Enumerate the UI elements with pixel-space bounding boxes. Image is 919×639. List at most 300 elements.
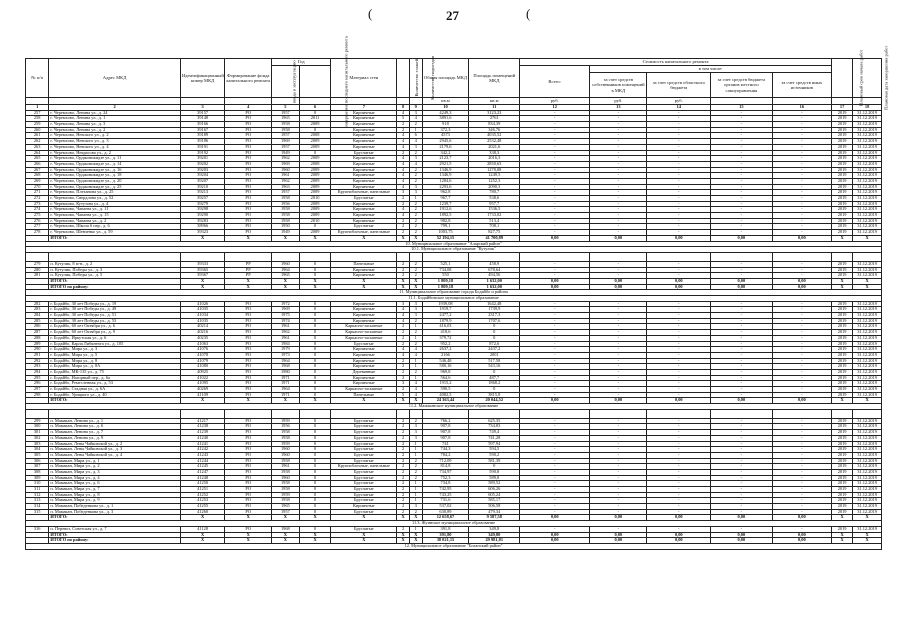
table-cell: 0 <box>299 509 331 515</box>
table-cell: 2921,5 <box>422 161 469 167</box>
table-cell: 418,6 <box>422 330 469 336</box>
table-cell: - <box>772 313 831 319</box>
table-cell: 2 <box>409 475 422 481</box>
table-cell: - <box>590 161 647 167</box>
table-cell: г. Черемхово, Чапаева ул., д. 2 <box>49 218 181 224</box>
table-cell: - <box>590 504 647 510</box>
table-cell: - <box>590 184 647 190</box>
table-cell: 0 <box>299 469 331 475</box>
table-cell: 284 <box>26 313 49 319</box>
table-cell: - <box>590 418 647 424</box>
table-cell: - <box>772 504 831 510</box>
table-cell: Крупноблочные, панельные <box>331 464 397 470</box>
table-cell: - <box>590 487 647 493</box>
table-cell: 2 <box>397 196 410 202</box>
table-cell: 31.12.2019 <box>853 213 882 219</box>
table-cell: Кирпичные <box>331 178 397 184</box>
table-cell: - <box>647 230 711 236</box>
table-cell: - <box>647 509 711 515</box>
table-cell: 0 <box>299 387 331 393</box>
table-cell: п. Мамакан, Лены Чайковской ул., д. 3 <box>49 447 181 453</box>
table-cell: 3 <box>409 110 422 116</box>
table-cell: 2008 <box>299 133 331 139</box>
table-cell: 3 <box>409 504 422 510</box>
table-cell: 41243 <box>180 452 225 458</box>
table-cell: 2293,6 <box>422 184 469 190</box>
table-cell: - <box>590 387 647 393</box>
table-cell: - <box>711 392 773 398</box>
table-cell: 589,8 <box>469 475 520 481</box>
table-cell: - <box>772 167 831 173</box>
table-cell: 2019 <box>832 330 853 336</box>
table-cell: 2019 <box>832 196 853 202</box>
table-cell: - <box>647 261 711 267</box>
table-cell: Кирпичные <box>331 364 397 370</box>
table-cell: 2 <box>409 122 422 128</box>
table-cell: - <box>772 273 831 279</box>
table-cell: 1961 <box>272 173 300 179</box>
table-cell: РО <box>225 526 272 532</box>
table-cell: 2 <box>397 324 410 330</box>
table-cell: 2021,6 <box>469 144 520 150</box>
table-cell: 391,8 <box>422 526 469 532</box>
table-cell: - <box>520 418 590 424</box>
table-cell: 590,2 <box>469 452 520 458</box>
table-cell: 734,97 <box>422 469 469 475</box>
table-cell: 0 <box>299 392 331 398</box>
table-cell: 741 <box>422 441 469 447</box>
table-cell: 2019 <box>832 469 853 475</box>
table-cell: - <box>520 139 590 145</box>
table-cell: Каркасно-засыпные <box>331 387 397 393</box>
table-cell: 2 <box>409 218 422 224</box>
table-cell: 31.12.2019 <box>853 447 882 453</box>
table-cell: - <box>772 341 831 347</box>
total-cell: X <box>397 538 410 544</box>
table-cell: 272 <box>26 196 49 202</box>
table-cell: 41255 <box>180 504 225 510</box>
table-cell: 2019 <box>832 475 853 481</box>
table-cell: 2019 <box>832 358 853 364</box>
table-cell: 2019 <box>832 178 853 184</box>
table-cell: 416,03 <box>422 324 469 330</box>
table-cell: 1957 <box>272 509 300 515</box>
total-cell: 0,00 <box>520 538 590 544</box>
table-cell: г. Черемхово, Свердлова ул., д. 52 <box>49 196 181 202</box>
table-cell: 2019 <box>832 273 853 279</box>
table-cell: 590,5 <box>422 387 469 393</box>
table-cell: 39192 <box>180 150 225 156</box>
table-cell: - <box>647 481 711 487</box>
table-cell: 266 <box>26 161 49 167</box>
table-cell: 31.12.2019 <box>853 324 882 330</box>
table-cell: 39189 <box>180 133 225 139</box>
table-cell: 31.12.2019 <box>853 375 882 381</box>
table-cell: 744,3 <box>422 447 469 453</box>
table-cell: РО <box>225 184 272 190</box>
table-cell: Каркасно-засыпные <box>331 330 397 336</box>
table-cell: РО <box>225 435 272 441</box>
table-cell: 291 <box>26 352 49 358</box>
table-cell: Кирпичные <box>331 139 397 145</box>
table-cell: - <box>590 122 647 128</box>
total-cell: X <box>832 235 853 241</box>
table-cell: 289 <box>26 341 49 347</box>
header-plan-start: Плановый срок начала работ <box>832 59 853 98</box>
unit-cell: руб. <box>590 98 647 105</box>
table-cell: - <box>590 430 647 436</box>
table-cell: 2 <box>409 509 422 515</box>
table-cell: г. Черемхово, Шевченко ул., д. 59 <box>49 230 181 236</box>
table-cell: - <box>711 313 773 319</box>
table-cell: 1949 <box>272 230 300 236</box>
total-cell: 0,00 <box>590 284 647 290</box>
table-cell: 338,3 <box>469 150 520 156</box>
table-cell: - <box>711 307 773 313</box>
table-cell: 606,26 <box>469 487 520 493</box>
table-cell: - <box>590 324 647 330</box>
table-cell: 0 <box>299 458 331 464</box>
table-cell: 1958 <box>272 498 300 504</box>
table-cell: 3 <box>409 190 422 196</box>
spacer-cell <box>225 409 272 418</box>
total-cell: X <box>331 278 397 284</box>
table-cell: 0 <box>299 487 331 493</box>
table-cell: 38966 <box>180 224 225 230</box>
table-cell: 0 <box>299 335 331 341</box>
table-cell: - <box>590 261 647 267</box>
table-cell: - <box>520 307 590 313</box>
repair-register-table <box>25 36 889 550</box>
table-cell: 1 <box>409 358 422 364</box>
table-cell: 315 <box>26 509 49 515</box>
table-cell: 678,64 <box>469 267 520 273</box>
table-cell: 513,4 <box>469 218 520 224</box>
table-cell: - <box>647 324 711 330</box>
table-cell: - <box>647 441 711 447</box>
table-cell: Кирпичные <box>331 267 397 273</box>
table-cell: п. Мамакан, Мира ул., д. 9 <box>49 498 181 504</box>
table-cell: - <box>772 509 831 515</box>
table-cell: г. Бодайбо, 30 лет Победы ул., д. 49 <box>49 307 181 313</box>
table-cell: 4 <box>397 352 410 358</box>
table-cell: - <box>772 122 831 128</box>
table-cell: 2019 <box>832 430 853 436</box>
table-cell: г. Черемхово, Некрасова ул., д. 2 <box>49 150 181 156</box>
header-cost: Стоимость капитального ремонта <box>520 59 832 66</box>
table-cell: 2637,2 <box>422 347 469 353</box>
table-cell: Каркасно-засыпные <box>331 324 397 330</box>
table-cell: 1964 <box>272 267 300 273</box>
table-cell: 742,95 <box>422 487 469 493</box>
table-cell: 1284,6 <box>422 178 469 184</box>
total-cell: 0,00 <box>647 235 711 241</box>
table-cell: г. Бодайбо, Стадная ул., д. 6А <box>49 387 181 393</box>
table-cell: Крупноблочные, панельные <box>331 230 397 236</box>
total-cell: 52 194,15 <box>422 235 469 241</box>
table-cell: 2 <box>409 213 422 219</box>
table-cell: 2019 <box>832 230 853 236</box>
table-cell: 957,7 <box>469 201 520 207</box>
table-cell: 2 <box>397 387 410 393</box>
total-cell: X <box>397 515 410 521</box>
total-cell: 0,00 <box>772 235 831 241</box>
table-cell: Брусчатые <box>331 447 397 453</box>
table-cell: 1958 <box>272 458 300 464</box>
table-cell: - <box>772 498 831 504</box>
table-cell: 4 <box>397 110 410 116</box>
table-cell: 2019 <box>832 452 853 458</box>
total-cell: 24 363,44 <box>422 398 469 404</box>
table-cell: 1971 <box>272 392 300 398</box>
table-cell: 2532,48 <box>469 139 520 145</box>
table-cell: 1249,5 <box>469 173 520 179</box>
table-cell: - <box>711 492 773 498</box>
table-cell: - <box>520 375 590 381</box>
table-cell: 625,35 <box>469 418 520 424</box>
table-cell: 372,3 <box>422 127 469 133</box>
table-cell: - <box>520 447 590 453</box>
table-cell: 41217 <box>180 418 225 424</box>
table-cell: 2019 <box>832 161 853 167</box>
table-cell: 0 <box>469 369 520 375</box>
table-cell: - <box>647 167 711 173</box>
total-cell: X <box>853 538 882 544</box>
table-cell: 2 <box>409 224 422 230</box>
table-cell: г. Черемхово, Орджоникидзе ул., д. 18 <box>49 173 181 179</box>
table-cell: 712,09 <box>422 458 469 464</box>
table-cell: г. Бодайбо, 30 лет Победы ул., д. 19 <box>49 301 181 307</box>
table-cell: 31.12.2019 <box>853 464 882 470</box>
spacer-cell <box>647 409 711 418</box>
table-cell: Кирпичные <box>331 201 397 207</box>
total-cell: X <box>409 235 422 241</box>
table-cell: - <box>647 492 711 498</box>
table-cell: - <box>711 324 773 330</box>
table-cell: 31.12.2019 <box>853 381 882 387</box>
table-cell: 2477,2 <box>422 313 469 319</box>
total-cell: 0,00 <box>772 515 831 521</box>
total-cell: 0,00 <box>711 284 773 290</box>
table-cell: Брусчатые <box>331 481 397 487</box>
total-cell: 0,00 <box>590 278 647 284</box>
total-cell: X <box>397 284 410 290</box>
table-cell: - <box>590 273 647 279</box>
total-cell: 0,00 <box>772 538 831 544</box>
table-cell: 5 <box>397 392 410 398</box>
total-cell: X <box>299 532 331 538</box>
table-cell: 2019 <box>832 387 853 393</box>
table-cell: 41238 <box>180 424 225 430</box>
table-cell: 1960 <box>272 447 300 453</box>
table-cell: 4 <box>409 139 422 145</box>
total-cell: X <box>225 398 272 404</box>
table-cell: - <box>647 267 711 273</box>
table-cell: - <box>520 330 590 336</box>
table-cell: 0 <box>299 324 331 330</box>
table-cell: 41034 <box>180 313 225 319</box>
table-cell: 31.12.2019 <box>853 133 882 139</box>
total-cell: X <box>853 532 882 538</box>
table-cell: 2009 <box>299 156 331 162</box>
table-cell: Кирпичные <box>331 218 397 224</box>
table-cell: - <box>711 218 773 224</box>
table-cell: 2009 <box>299 213 331 219</box>
table-cell: - <box>520 110 590 116</box>
table-cell: 1971 <box>272 375 300 381</box>
table-cell: Брусчатые <box>331 469 397 475</box>
table-cell: 1957 <box>272 190 300 196</box>
total-cell: X <box>832 278 853 284</box>
table-cell: 3891,6 <box>422 116 469 122</box>
table-cell: 31.12.2019 <box>853 435 882 441</box>
table-cell: 258 <box>26 116 49 122</box>
total-cell: 38 021,15 <box>422 538 469 544</box>
table-cell: - <box>590 358 647 364</box>
table-cell: РО <box>225 196 272 202</box>
total-cell: X <box>180 515 225 521</box>
total-cell: 0,00 <box>520 532 590 538</box>
table-cell: г. Черемхово, Орджоникидзе ул., д. 16 <box>49 167 181 173</box>
table-cell: 2019 <box>832 526 853 532</box>
table-cell: 2 <box>397 458 410 464</box>
table-cell: - <box>520 358 590 364</box>
table-cell: 2009 <box>299 173 331 179</box>
table-cell: 2 <box>409 418 422 424</box>
table-cell: 2019 <box>832 492 853 498</box>
table-cell: 2 <box>397 464 410 470</box>
table-cell: 564,6 <box>422 375 469 381</box>
table-cell: 31.12.2019 <box>853 218 882 224</box>
table-cell: - <box>647 381 711 387</box>
table-cell: 41095 <box>180 381 225 387</box>
table-cell: - <box>772 387 831 393</box>
header-year-build: ввода в эксплуатацию <box>272 66 300 98</box>
table-cell: 41244 <box>180 458 225 464</box>
table-cell: 31.12.2019 <box>853 364 882 370</box>
table-cell: 2166 <box>422 352 469 358</box>
table-cell: 0 <box>299 504 331 510</box>
spacer-row <box>26 409 882 418</box>
table-cell: 907,8 <box>422 435 469 441</box>
header-owners: за счет средств собственников помещений в МКД <box>590 73 647 98</box>
table-cell: 283 <box>26 307 49 313</box>
table-cell: 550 <box>422 273 469 279</box>
table-cell: - <box>647 418 711 424</box>
total-cell: X <box>299 398 331 404</box>
table-cell: - <box>590 481 647 487</box>
table-cell: РО <box>225 452 272 458</box>
table-cell: 31.12.2019 <box>853 341 882 347</box>
table-cell: 41251 <box>180 487 225 493</box>
table-cell: - <box>590 447 647 453</box>
column-number-cell: 4 <box>225 105 272 111</box>
table-cell: 31.12.2019 <box>853 498 882 504</box>
table-cell: - <box>647 156 711 162</box>
table-cell: - <box>711 230 773 236</box>
table-cell: 41079 <box>180 358 225 364</box>
table-cell: 3 <box>409 144 422 150</box>
table-cell: - <box>711 452 773 458</box>
table-cell: РО <box>225 335 272 341</box>
table-cell: 1 <box>409 335 422 341</box>
table-cell: - <box>772 369 831 375</box>
table-cell: РР <box>225 261 272 267</box>
table-body <box>26 105 882 550</box>
table-cell: - <box>520 424 590 430</box>
table-cell: Крупноблочные, панельные <box>331 190 397 196</box>
table-cell: 1912,6 <box>422 207 469 213</box>
table-cell: 31.12.2019 <box>853 458 882 464</box>
table-cell: 1960 <box>272 167 300 173</box>
table-cell: 1 <box>409 196 422 202</box>
table-cell: 1962 <box>272 330 300 336</box>
table-cell: 0 <box>299 441 331 447</box>
total-cell: X <box>853 278 882 284</box>
header-num: № п/п <box>26 59 49 98</box>
table-cell: - <box>772 307 831 313</box>
total-cell: 0,00 <box>711 538 773 544</box>
table-cell: - <box>772 464 831 470</box>
table-cell: п. Мамакан, Мира ул., д. 7 <box>49 487 181 493</box>
table-cell: 0 <box>299 447 331 453</box>
table-cell: 2019 <box>832 313 853 319</box>
table-cell: Кирпичные <box>331 358 397 364</box>
total-cell: X <box>180 538 225 544</box>
table-cell: 0 <box>299 318 331 324</box>
table-cell: 31.12.2019 <box>853 173 882 179</box>
table-cell: 41248 <box>180 475 225 481</box>
table-cell: 1963 <box>272 184 300 190</box>
table-cell: 271 <box>26 190 49 196</box>
column-number-cell: 13 <box>590 105 647 111</box>
table-cell: 297 <box>26 387 49 393</box>
total-cell: 0,00 <box>647 538 711 544</box>
table-cell: 3 <box>397 190 410 196</box>
table-cell: - <box>520 341 590 347</box>
table-cell: 1536,5 <box>469 207 520 213</box>
table-cell: 4 <box>397 167 410 173</box>
table-cell: 39365 <box>180 267 225 273</box>
table-cell: 39213 <box>180 190 225 196</box>
table-cell: 2019 <box>832 110 853 116</box>
table-cell: 2019 <box>832 139 853 145</box>
table-cell: 39201 <box>180 156 225 162</box>
total-cell: X <box>409 532 422 538</box>
table-cell: 1968 <box>272 364 300 370</box>
total-cell: X <box>272 278 300 284</box>
total-cell: X <box>853 235 882 241</box>
header-incl: в том числе: <box>590 66 832 73</box>
table-cell: РО <box>225 230 272 236</box>
table-cell: 2019 <box>832 369 853 375</box>
table-cell: 487,7 <box>469 375 520 381</box>
header-entrances: Количество подъездов <box>409 59 422 98</box>
table-cell: - <box>647 318 711 324</box>
table-cell: г. Черемхово, Орджоникидзе ул., д. 11 <box>49 156 181 162</box>
table-cell: 2 <box>397 435 410 441</box>
table-cell: 1270,08 <box>469 167 520 173</box>
table-cell: 1879,9 <box>422 318 469 324</box>
table-cell: РО <box>225 447 272 453</box>
section-heading: 12. Муниципальное образование "Боханский район" <box>26 543 882 549</box>
table-cell: 1984 <box>272 341 300 347</box>
table-cell: 479,34 <box>469 509 520 515</box>
table-cell: п. Мамакан, Мира ул., д. 2 <box>49 464 181 470</box>
table-cell: РО <box>225 418 272 424</box>
table-cell: 2 <box>397 201 410 207</box>
table-cell: РО <box>225 156 272 162</box>
